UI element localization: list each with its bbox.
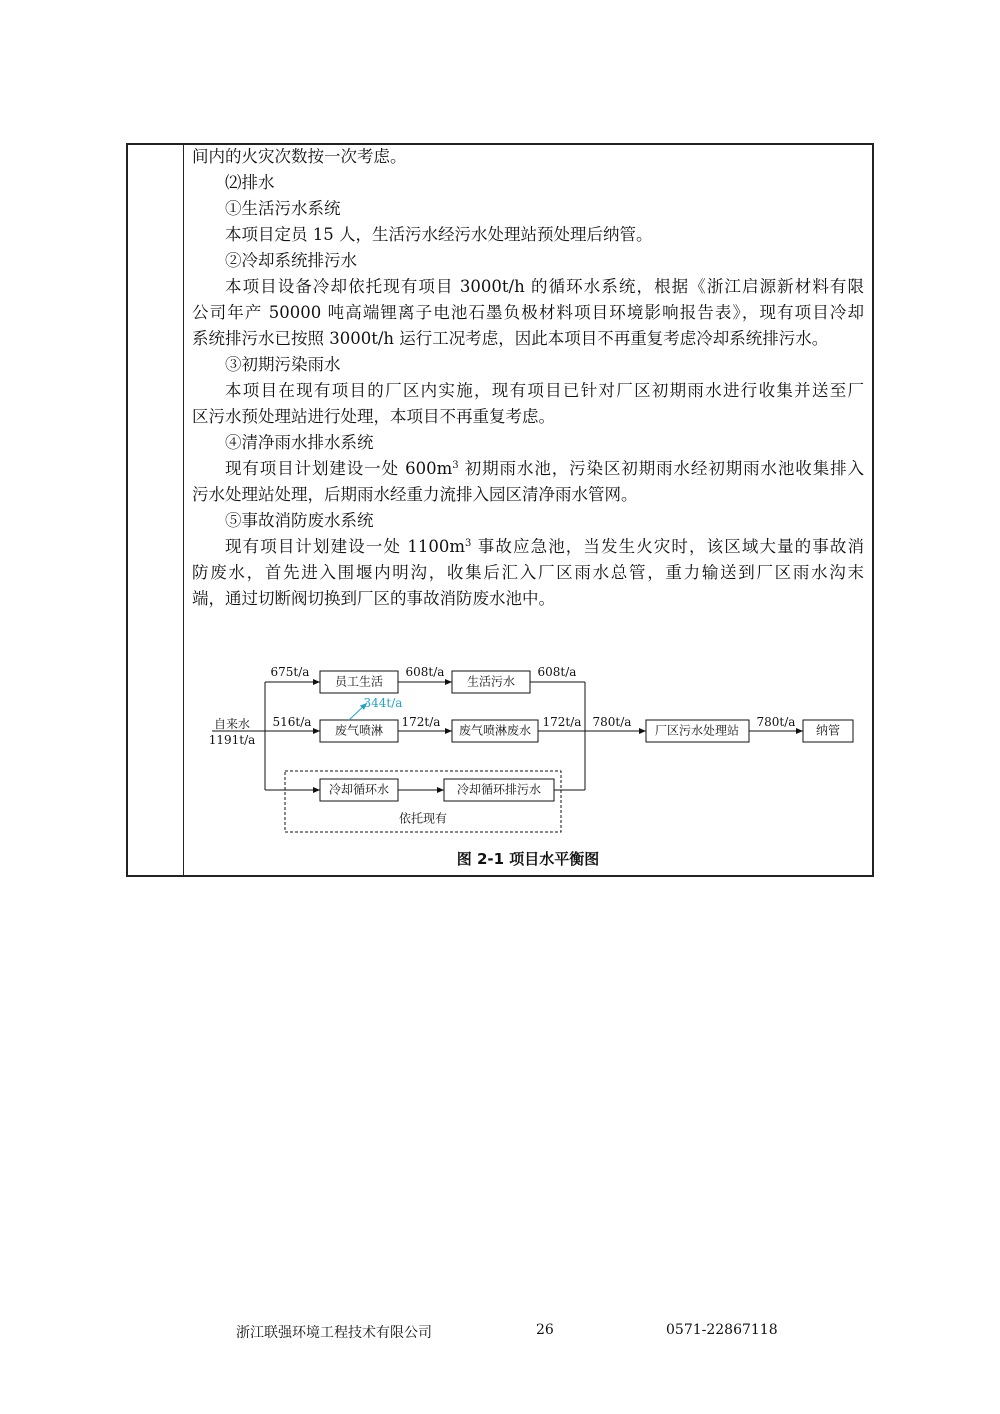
box-domestic-sewage-label: 生活污水 [466, 674, 516, 689]
source-flow-label: 1191t/a [208, 733, 256, 747]
box-spray-waste-label: 废气喷淋废水 [458, 723, 532, 738]
flow-label-172: 172t/a [401, 715, 441, 729]
subheading-clean-rainwater: ④清净雨水排水系统 [225, 433, 374, 452]
superscript: 3 [465, 538, 472, 549]
footer-page-number: 26 [536, 1322, 554, 1338]
box-staff-life-label: 员工生活 [334, 674, 384, 689]
text-run: 事故应急池，当发生火灾时，该区域大量的事故消 [471, 537, 864, 556]
subheading-cooling-blowdown: ②冷却系统排污水 [225, 251, 357, 270]
flow-label-780: 780t/a [592, 715, 632, 729]
paragraph-line: 本项目定员 15 人，生活污水经污水处理站预处理后纳管。 [225, 225, 653, 244]
existing-facility-label: 依托现有 [398, 811, 448, 826]
superscript: 3 [452, 460, 459, 471]
loss-flow-label: 344t/a [363, 696, 403, 710]
page-footer [0, 1322, 1000, 1346]
subheading-fire-wastewater: ⑤事故消防废水系统 [225, 511, 374, 530]
flow-label-608: 608t/a [537, 665, 577, 679]
paragraph-line: 间内的火灾次数按一次考虑。 [192, 147, 407, 166]
box-plant-wwtp-label: 厂区污水处理站 [654, 723, 740, 738]
box-cooling-label: 冷却循环水 [328, 782, 390, 797]
figure-caption: 图 2-1 项目水平衡图 [456, 850, 600, 868]
flow-label-172: 172t/a [542, 715, 582, 729]
paragraph-line: 本项目在现有项目的厂区内实施，现有项目已针对厂区初期雨水进行收集并送至厂 [225, 381, 864, 400]
paragraph-line: 系统排污水已按照 3000t/h 运行工况考虑，因此本项目不再重复考虑冷却系统排污水。 [192, 329, 829, 348]
paragraph-line [192, 456, 864, 482]
paragraph-line: 区污水预处理站进行处理，本项目不再重复考虑。 [192, 407, 555, 426]
paragraph-line: 端，通过切断阀切换到厂区的事故消防废水池中。 [192, 589, 555, 608]
footer-phone: 0571-22867118 [666, 1322, 778, 1338]
water-balance-diagram [192, 660, 864, 850]
flow-label-608: 608t/a [405, 665, 445, 679]
source-label: 自来水 [213, 717, 251, 731]
body-text [192, 144, 864, 612]
subheading-initial-rainwater: ③初期污染雨水 [225, 355, 341, 374]
section-heading-drainage: ⑵排水 [225, 173, 275, 192]
paragraph-line: 防废水，首先进入围堰内明沟，收集后汇入厂区雨水总管，重力输送到厂区雨水沟末 [192, 563, 864, 582]
paragraph-line [192, 534, 864, 560]
paragraph-line: 公司年产 50000 吨高端锂离子电池石墨负极材料项目环境影响报告表》，现有项目冷却 [192, 303, 864, 322]
text-run: 现有项目计划建设一处 600m [225, 459, 453, 478]
flow-label-780: 780t/a [756, 715, 796, 729]
subheading-domestic-sewage: ①生活污水系统 [225, 199, 341, 218]
flow-label-675: 675t/a [270, 665, 310, 679]
table-column-divider [183, 145, 184, 875]
box-sewer-label: 纳管 [815, 723, 841, 738]
text-run: 现有项目计划建设一处 1100m [225, 537, 466, 556]
flow-label-516: 516t/a [272, 715, 312, 729]
text-run: 初期雨水池，污染区初期雨水经初期雨水池收集排入 [458, 459, 864, 478]
paragraph-line: 本项目设备冷却依托现有项目 3000t/h 的循环水系统，根据《浙江启源新材料有限 [225, 277, 864, 296]
box-cooling-blowdown-label: 冷却循环排污水 [456, 782, 542, 797]
paragraph-line: 污水处理站处理，后期雨水经重力流排入园区清净雨水管网。 [192, 485, 638, 504]
footer-company: 浙江联强环境工程技术有限公司 [236, 1325, 432, 1341]
box-gas-spray-label: 废气喷淋 [334, 723, 384, 738]
